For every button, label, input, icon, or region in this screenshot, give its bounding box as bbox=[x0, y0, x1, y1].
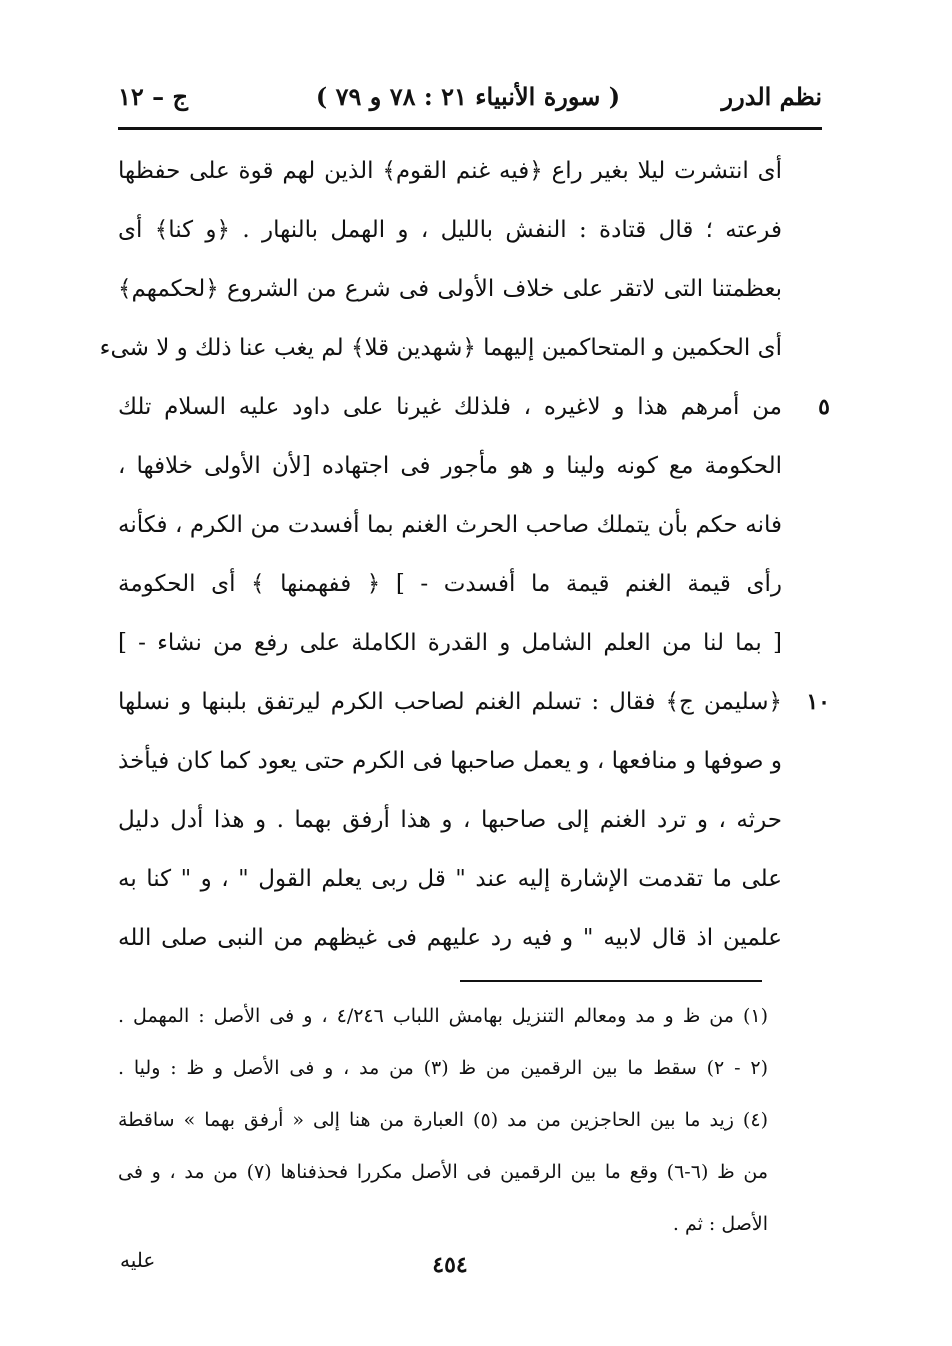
line-text: علمين اذ قال لابيه " و فيه رد عليهم فى غيظهم من النبى صلى الله bbox=[118, 925, 782, 951]
text-line bbox=[118, 909, 782, 968]
line-number: ١٠ bbox=[806, 689, 830, 715]
text-line bbox=[99, 319, 782, 378]
line-number: ٥ bbox=[818, 394, 830, 420]
footnote-line: (١) من ظ و مد ومعالم التنزيل بهامش اللباب ٤/٢٤٦ ، و فى الأصل : المهمل . bbox=[118, 1005, 769, 1027]
line-text: و صوفها و منافعها ، و يعمل صاحبها فى الكرم حتى يعود كما كان فيأخذ bbox=[118, 748, 782, 774]
text-line bbox=[118, 201, 782, 260]
line-text: من أمرهم هذا و لاغيره ، فلذلك غيرنا على داود عليه السلام تلك bbox=[118, 394, 782, 420]
line-text: فرعته ؛ قال قتادة : النفش بالليل ، و الهمل بالنهار . ﴿و كنا﴾ أى bbox=[118, 217, 782, 243]
book-title: نظم الدرر bbox=[721, 82, 822, 111]
text-line bbox=[118, 378, 830, 437]
page-number: ٤٥٤ bbox=[432, 1252, 468, 1278]
text-line bbox=[118, 260, 782, 319]
header-divider bbox=[118, 127, 822, 130]
line-text: [ بما لنا من العلم الشامل و القدرة الكاملة على رفع من نشاء - ] bbox=[118, 630, 782, 656]
text-line bbox=[118, 437, 782, 496]
page-header bbox=[118, 76, 822, 126]
main-text bbox=[99, 142, 830, 968]
footnote-line: (٤) زيد ما بين الحاجزين من مد (٥) العبارة من هنا إلى « أرفق بهما » ساقطة bbox=[118, 1109, 768, 1131]
text-line bbox=[118, 732, 782, 791]
volume-number: ج – ١٢ bbox=[118, 82, 188, 111]
footnotes bbox=[118, 990, 768, 1250]
footnote-line: الأصل : ثم . bbox=[672, 1213, 768, 1235]
text-line bbox=[118, 614, 782, 673]
text-line bbox=[118, 791, 782, 850]
line-text: ﴿سليمن ج﴾ فقال : تسلم الغنم لصاحب الكرم ليرتفق بلبنها و نسلها bbox=[118, 689, 782, 715]
text-line bbox=[118, 555, 782, 614]
text-line bbox=[118, 673, 830, 732]
line-text: الحكومة مع كونه ولينا و هو مأجور فى اجتهاده [لأن الأولى خلافها ، bbox=[118, 453, 782, 479]
line-text: على ما تقدمت الإشارة إليه عند " قل ربى يعلم القول " ، و " كنا به bbox=[118, 866, 782, 892]
line-text: أى الحكمين و المتحاكمين إليهما ﴿شهدين قلا﴾ لم يغب عنا ذلك و لا شىء bbox=[99, 335, 782, 361]
line-text: بعظمتنا التى لاتقر على خلاف الأولى فى شرع من الشروع ﴿لحكمهم﴾ bbox=[118, 276, 782, 302]
text-line bbox=[118, 850, 782, 909]
text-line bbox=[118, 496, 782, 555]
footnote-line: (٢ - ٢) سقط ما بين الرقمين من ظ (٣) من مد ، و فى الأصل و ظ : وليا . bbox=[118, 1057, 768, 1079]
line-text: فانه حكم بأن يتملك صاحب الحرث الغنم بما أفسدت من الكرم ، فكأنه bbox=[118, 512, 782, 538]
line-text: حرثه ، و ترد الغنم إلى صاحبها ، و هذا أرفق بهما . و هذا أدل دليل bbox=[118, 807, 782, 833]
line-text: رأى قيمة الغنم قيمة ما أفسدت - ] ﴿ ففهمنها ﴾ أى الحكومة bbox=[118, 571, 782, 597]
surah-reference: ( سورة الأنبياء ٢١ : ٧٨ و ٧٩ ) bbox=[315, 82, 621, 111]
footnote-divider bbox=[460, 980, 762, 982]
catchword: عليه bbox=[120, 1248, 156, 1272]
footnote-line: من ظ (٦-٦) وقع ما بين الرقمين فى الأصل مكررا فحذفناها (٧) من مد ، و فى bbox=[118, 1161, 768, 1183]
line-text: أى انتشرت ليلا بغير راع ﴿فيه غنم القوم﴾ الذين لهم قوة على حفظها bbox=[118, 158, 782, 184]
text-line bbox=[118, 142, 782, 201]
